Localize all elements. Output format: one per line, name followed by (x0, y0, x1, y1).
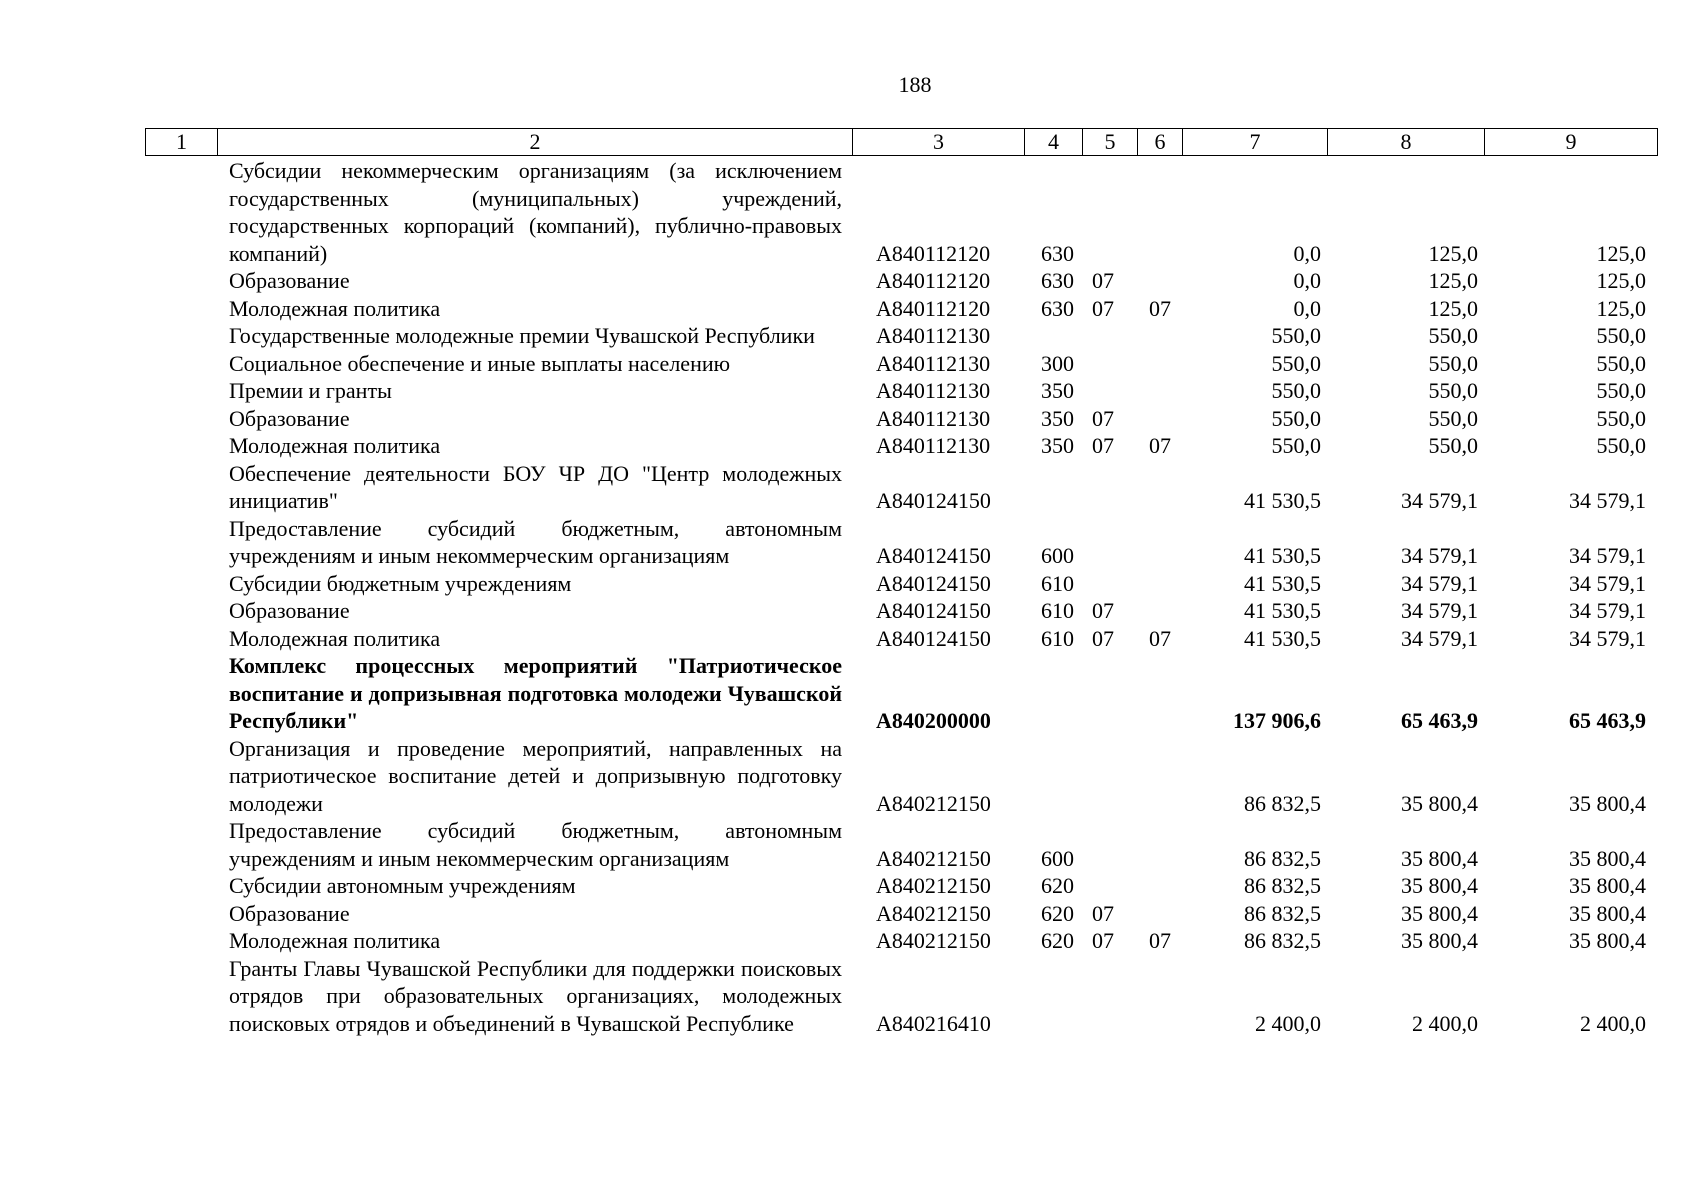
row-subsection (1137, 570, 1182, 598)
row-section: 07 (1092, 928, 1114, 953)
table-row (145, 900, 1657, 928)
row-name: Организация и проведение мероприятий, направленных на патриотическое воспитание детей и допризывную подготовку молодежи (229, 735, 842, 816)
row-code: А840124150 (876, 625, 991, 651)
column-header-1: 1 (146, 129, 218, 156)
row-number-cell (145, 652, 217, 735)
row-code: А840212150 (876, 928, 991, 953)
row-value-col8: 34 579,1 (1401, 488, 1478, 513)
row-number-cell (145, 377, 217, 405)
row-name: Предоставление субсидий бюджетным, автономным учреждениям и иным некоммерческим организациям (229, 818, 842, 871)
row-value-col7: 550,0 (1271, 350, 1321, 376)
table-row (145, 350, 1657, 378)
row-expense-type (1024, 322, 1082, 350)
row-value-col9: 125,0 (1596, 240, 1646, 266)
row-section (1082, 460, 1137, 515)
row-name: Комплекс процессных мероприятий "Патриотическое воспитание и допризывная подготовка молодежи Чувашской Республики" (229, 653, 842, 733)
row-section: 07 (1092, 433, 1114, 458)
row-value-col8: 125,0 (1428, 240, 1478, 266)
row-number-cell (145, 625, 217, 653)
row-name: Субсидии некоммерческим организациям (за исключением государственных (муниципальных) учреждений, государственных корпораций (компаний), публично-правовых компаний) (229, 158, 842, 266)
row-expense-type (1024, 460, 1082, 515)
column-header-9: 9 (1485, 129, 1658, 156)
row-value-col8: 34 579,1 (1401, 543, 1478, 568)
column-header-6: 6 (1138, 129, 1183, 156)
row-value-col9: 35 800,4 (1569, 928, 1646, 953)
row-value-col9: 35 800,4 (1569, 845, 1646, 871)
row-expense-type: 610 (1041, 598, 1074, 623)
row-expense-type: 630 (1041, 295, 1074, 321)
row-subsection (1137, 350, 1182, 378)
row-number-cell (145, 405, 217, 433)
row-value-col7: 86 832,5 (1244, 873, 1321, 898)
row-number-cell (145, 460, 217, 515)
row-value-col8: 35 800,4 (1401, 900, 1478, 926)
row-subsection (1137, 900, 1182, 928)
row-value-col7: 86 832,5 (1244, 845, 1321, 871)
row-value-col8: 35 800,4 (1401, 790, 1478, 816)
row-subsection (1137, 267, 1182, 295)
row-value-col7: 41 530,5 (1244, 543, 1321, 568)
row-expense-type: 630 (1041, 268, 1074, 293)
row-section (1082, 817, 1137, 872)
row-code: А840216410 (876, 1010, 991, 1036)
row-value-col9: 550,0 (1596, 323, 1646, 348)
row-name: Образование (229, 598, 350, 623)
row-code: А840112120 (876, 295, 991, 321)
row-code: А840212150 (876, 900, 991, 926)
row-code: А840112120 (876, 240, 991, 266)
column-header-table (145, 128, 1658, 156)
row-value-col9: 550,0 (1596, 350, 1646, 376)
row-expense-type: 350 (1041, 433, 1074, 458)
column-header-8: 8 (1328, 129, 1485, 156)
row-number-cell (145, 955, 217, 1038)
row-value-col7: 0,0 (1293, 295, 1321, 321)
row-name: Премии и гранты (229, 378, 392, 403)
row-subsection (1137, 322, 1182, 350)
row-number-cell (145, 295, 217, 323)
row-number-cell (145, 570, 217, 598)
row-value-col9: 550,0 (1596, 378, 1646, 403)
table-row (145, 295, 1657, 323)
row-subsection (1137, 955, 1182, 1038)
row-name: Молодежная политика (229, 295, 441, 321)
table-row (145, 817, 1657, 872)
column-header-row (146, 129, 1658, 156)
row-value-col9: 34 579,1 (1569, 570, 1646, 596)
row-code: А840112120 (876, 268, 991, 293)
row-value-col8: 35 800,4 (1401, 845, 1478, 871)
table-row (145, 460, 1657, 515)
row-number-cell (145, 872, 217, 900)
row-name: Молодежная политика (229, 625, 441, 651)
column-header-7: 7 (1183, 129, 1328, 156)
row-code: А840112130 (876, 378, 991, 403)
row-subsection (1137, 157, 1182, 267)
row-value-col7: 41 530,5 (1244, 598, 1321, 623)
row-name: Образование (229, 900, 350, 926)
row-name: Образование (229, 405, 350, 431)
row-subsection: 07 (1149, 625, 1171, 651)
table-row (145, 955, 1657, 1038)
row-section: 07 (1092, 405, 1114, 431)
row-value-col9: 125,0 (1596, 295, 1646, 321)
row-subsection: 07 (1149, 433, 1171, 458)
row-subsection (1137, 405, 1182, 433)
row-name: Субсидии автономным учреждениям (229, 873, 576, 898)
row-expense-type: 600 (1041, 543, 1074, 568)
row-value-col9: 550,0 (1596, 433, 1646, 458)
row-value-col7: 86 832,5 (1244, 790, 1321, 816)
row-name: Образование (229, 268, 350, 293)
row-number-cell (145, 322, 217, 350)
table-row (145, 927, 1657, 955)
row-value-col8: 125,0 (1428, 268, 1478, 293)
column-header-4: 4 (1025, 129, 1083, 156)
row-number-cell (145, 432, 217, 460)
row-code: А840112130 (876, 323, 991, 348)
row-section (1082, 322, 1137, 350)
row-code: А840124150 (876, 488, 991, 513)
row-section: 07 (1092, 625, 1114, 651)
row-value-col7: 0,0 (1293, 268, 1321, 293)
row-value-col9: 34 579,1 (1569, 543, 1646, 568)
row-section (1082, 735, 1137, 818)
row-number-cell (145, 735, 217, 818)
row-section (1082, 157, 1137, 267)
row-section: 07 (1092, 268, 1114, 293)
row-value-col7: 2 400,0 (1255, 1010, 1321, 1036)
row-code: А840124150 (876, 570, 991, 596)
row-number-cell (145, 927, 217, 955)
row-value-col9: 34 579,1 (1569, 598, 1646, 623)
row-value-col9: 34 579,1 (1569, 625, 1646, 651)
row-section (1082, 872, 1137, 900)
row-value-col8: 125,0 (1428, 295, 1478, 321)
row-expense-type (1024, 652, 1082, 735)
row-number-cell (145, 900, 217, 928)
table-row (145, 432, 1657, 460)
row-value-col7: 550,0 (1271, 433, 1321, 458)
row-value-col8: 34 579,1 (1401, 570, 1478, 596)
table-row (145, 322, 1657, 350)
row-value-col8: 550,0 (1428, 405, 1478, 431)
row-value-col9: 35 800,4 (1569, 790, 1646, 816)
column-header-2: 2 (218, 129, 853, 156)
row-name: Обеспечение деятельности БОУ ЧР ДО "Центр молодежных инициатив" (229, 460, 842, 513)
row-subsection (1137, 515, 1182, 570)
row-expense-type: 620 (1041, 928, 1074, 953)
row-expense-type: 350 (1041, 405, 1074, 431)
row-code: А840200000 (876, 708, 991, 733)
table-row (145, 570, 1657, 598)
row-subsection (1137, 735, 1182, 818)
row-code: А840212150 (876, 873, 991, 898)
row-expense-type (1024, 735, 1082, 818)
row-section (1082, 515, 1137, 570)
row-number-cell (145, 817, 217, 872)
row-code: А840112130 (876, 405, 991, 431)
row-value-col8: 34 579,1 (1401, 598, 1478, 623)
row-code: А840112130 (876, 433, 991, 458)
row-number-cell (145, 515, 217, 570)
row-section: 07 (1092, 295, 1114, 321)
row-section (1082, 570, 1137, 598)
column-header-3: 3 (853, 129, 1025, 156)
row-value-col7: 550,0 (1271, 378, 1321, 403)
row-expense-type: 610 (1041, 570, 1074, 596)
row-name: Гранты Главы Чувашской Республики для поддержки поисковых отрядов при образовательных организациях, молодежных поисковых отрядов и объединений в Чувашской Республике (229, 955, 842, 1036)
row-section: 07 (1092, 598, 1114, 623)
row-value-col7: 86 832,5 (1244, 928, 1321, 953)
row-section (1082, 377, 1137, 405)
row-section (1082, 350, 1137, 378)
row-name: Социальное обеспечение и иные выплаты населению (229, 350, 731, 376)
row-value-col7: 550,0 (1271, 405, 1321, 431)
row-value-col9: 34 579,1 (1569, 488, 1646, 513)
row-value-col7: 41 530,5 (1244, 488, 1321, 513)
table-row (145, 872, 1657, 900)
row-subsection (1137, 872, 1182, 900)
row-value-col7: 41 530,5 (1244, 625, 1321, 651)
row-value-col7: 41 530,5 (1244, 570, 1321, 596)
row-expense-type: 600 (1041, 845, 1074, 871)
table-row (145, 597, 1657, 625)
row-value-col8: 2 400,0 (1412, 1010, 1478, 1036)
row-value-col8: 65 463,9 (1401, 708, 1478, 733)
row-expense-type: 620 (1041, 873, 1074, 898)
row-code: А840112130 (876, 350, 991, 376)
row-section (1082, 955, 1137, 1038)
row-subsection (1137, 460, 1182, 515)
table-row (145, 735, 1657, 818)
row-expense-type: 610 (1041, 625, 1074, 651)
table-row (145, 267, 1657, 295)
row-value-col9: 2 400,0 (1580, 1010, 1646, 1036)
row-value-col8: 550,0 (1428, 323, 1478, 348)
table-row (145, 377, 1657, 405)
row-value-col9: 35 800,4 (1569, 900, 1646, 926)
row-expense-type: 630 (1041, 240, 1074, 266)
row-number-cell (145, 350, 217, 378)
budget-table (145, 157, 1657, 1037)
row-value-col9: 35 800,4 (1569, 873, 1646, 898)
table-row (145, 157, 1657, 267)
row-value-col9: 125,0 (1596, 268, 1646, 293)
row-value-col8: 550,0 (1428, 378, 1478, 403)
row-value-col8: 35 800,4 (1401, 928, 1478, 953)
row-number-cell (145, 597, 217, 625)
row-value-col9: 550,0 (1596, 405, 1646, 431)
row-value-col8: 35 800,4 (1401, 873, 1478, 898)
row-value-col8: 550,0 (1428, 433, 1478, 458)
row-subsection (1137, 377, 1182, 405)
table-row (145, 625, 1657, 653)
row-value-col7: 0,0 (1293, 240, 1321, 266)
table-row (145, 652, 1657, 735)
row-expense-type: 620 (1041, 900, 1074, 926)
row-code: А840212150 (876, 790, 991, 816)
row-value-col9: 65 463,9 (1569, 708, 1646, 733)
row-subsection: 07 (1149, 928, 1171, 953)
row-number-cell (145, 157, 217, 267)
row-code: А840212150 (876, 845, 991, 871)
row-name: Государственные молодежные премии Чувашской Республики (229, 323, 815, 348)
row-section (1082, 652, 1137, 735)
row-value-col8: 34 579,1 (1401, 625, 1478, 651)
row-expense-type: 300 (1041, 350, 1074, 376)
row-number-cell (145, 267, 217, 295)
row-code: А840124150 (876, 543, 991, 568)
row-value-col8: 550,0 (1428, 350, 1478, 376)
row-code: А840124150 (876, 598, 991, 623)
row-expense-type (1024, 955, 1082, 1038)
row-subsection (1137, 817, 1182, 872)
row-name: Субсидии бюджетным учреждениям (229, 570, 572, 596)
row-value-col7: 137 906,6 (1233, 708, 1321, 733)
row-subsection (1137, 652, 1182, 735)
row-value-col7: 550,0 (1271, 323, 1321, 348)
row-expense-type: 350 (1041, 378, 1074, 403)
row-name: Молодежная политика (229, 433, 441, 458)
page-number: 188 (898, 72, 932, 97)
row-name: Молодежная политика (229, 928, 441, 953)
row-value-col7: 86 832,5 (1244, 900, 1321, 926)
column-header-5: 5 (1083, 129, 1138, 156)
row-name: Предоставление субсидий бюджетным, автономным учреждениям и иным некоммерческим организациям (229, 515, 842, 568)
table-row (145, 515, 1657, 570)
row-subsection: 07 (1149, 295, 1171, 321)
row-section: 07 (1092, 900, 1114, 926)
table-row (145, 405, 1657, 433)
row-subsection (1137, 597, 1182, 625)
